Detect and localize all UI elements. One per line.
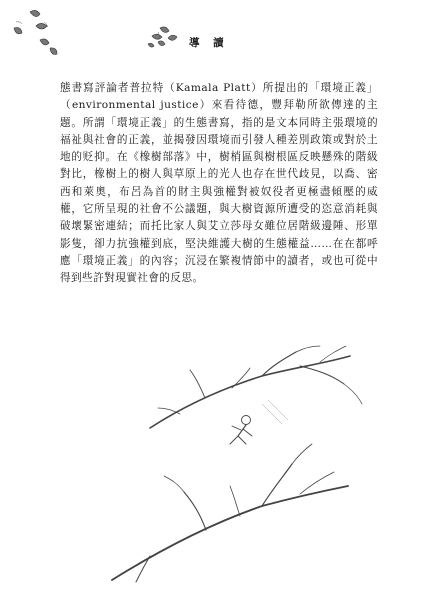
page-title: 導 讀 xyxy=(189,37,229,49)
branch-figure-illustration xyxy=(0,340,421,596)
body-paragraph: 態書寫評論者普拉特（Kamala Platt）所提出的「環境正義」（environmental justice）來看待德，豐拜勒所欲傳達的主題。所謂「環境正義」的生態書寫，指的是文本同時主張環境的福祉與社會的正義，並揭發因環境而引發人種差別政策或對於土地的贬抑。在《橡樹部落》中，樹梢區與樹根區反映懸殊的階級對比，橡樹上的樹人與草原上的光人也存在世代歧見，以喬、密西和萊奧，布呂為首的財主與強權對被奴役者更極盡傾壓的威權，它所呈現的社會不公議題，與大樹資源所遭受的恣意消耗與破壞緊密連結；而托比家人與艾立莎母女雖位居階級邊陲、形單影隻，卻力抗強權到底，堅決維護大樹的生態權益……在在都呼應「環境正義」的內容；沉浸在繁複情節中的讀者，或也可從中得到些許對現實社會的反思。 xyxy=(60,82,378,285)
